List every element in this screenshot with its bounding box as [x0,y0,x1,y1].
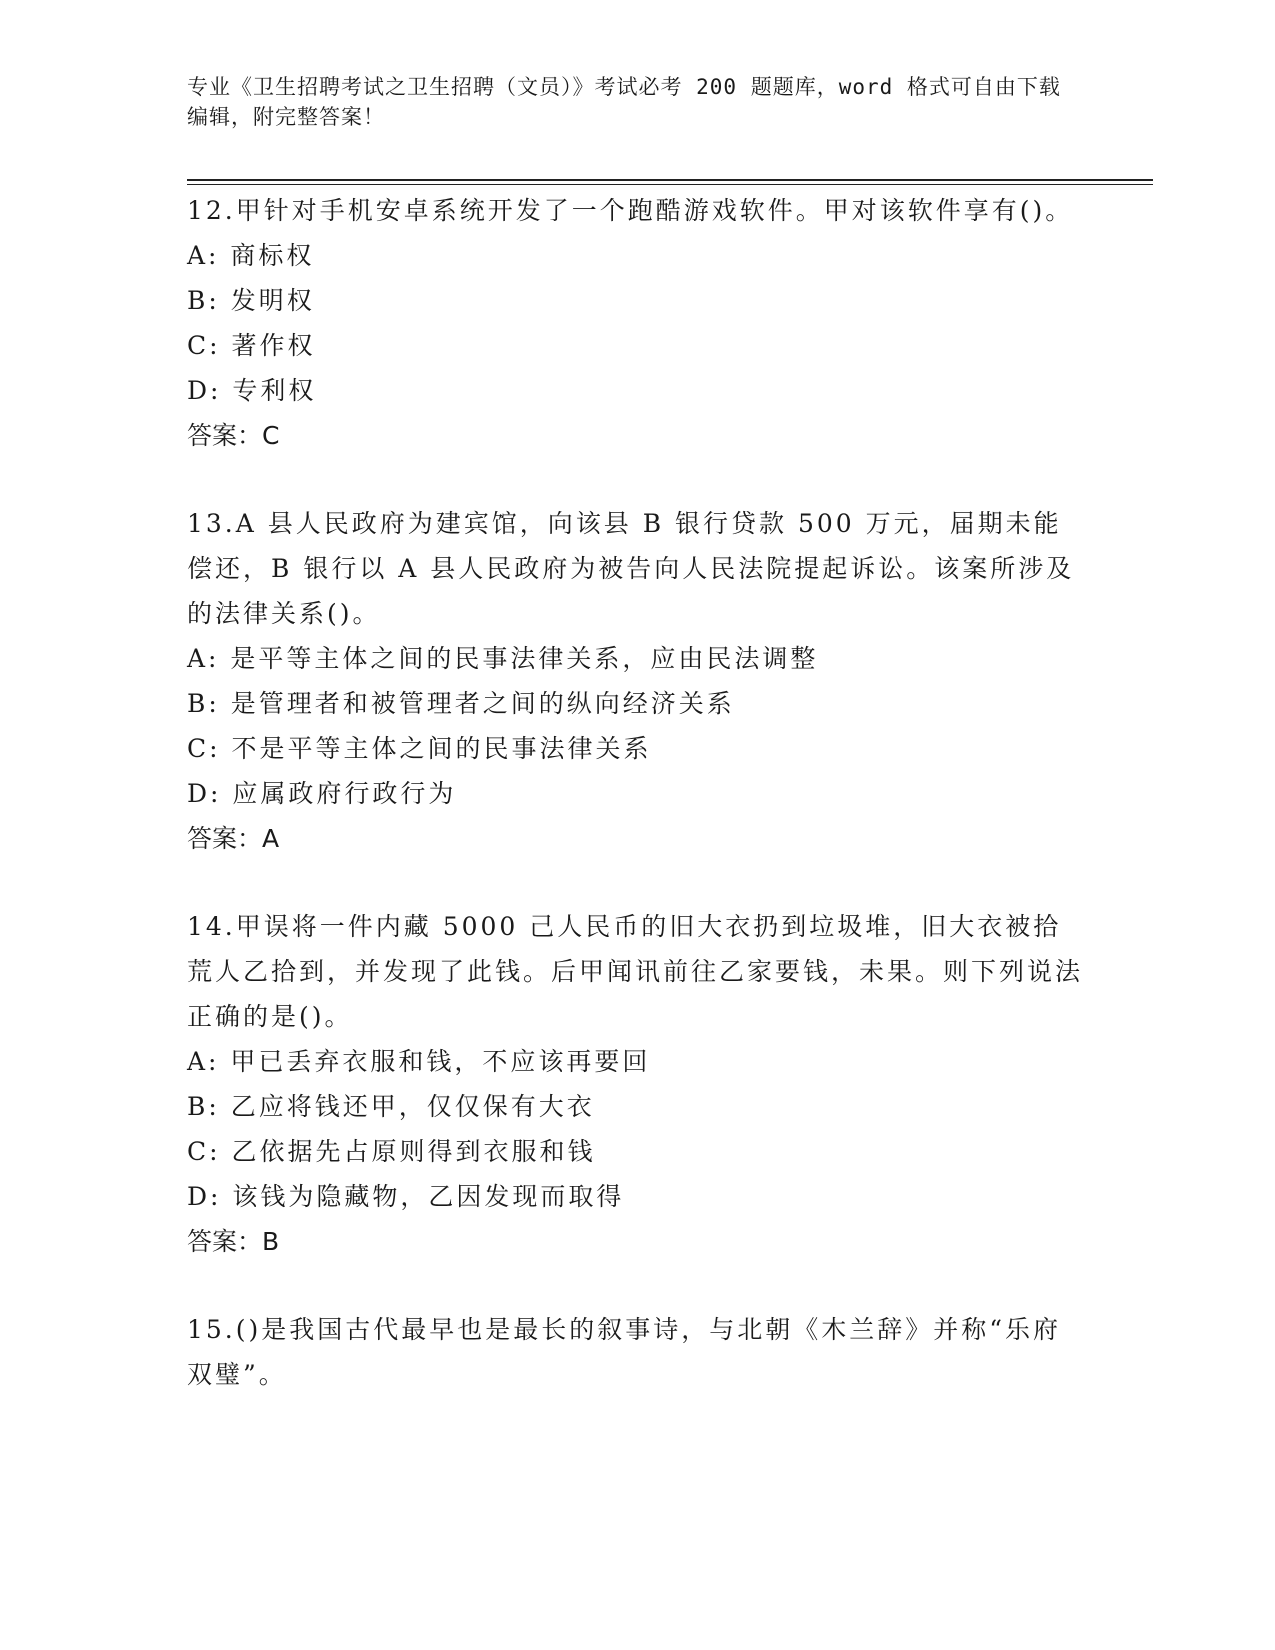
option-a: A: 商标权 [187,241,315,270]
option-c: C: 著作权 [187,331,316,360]
question-stem: 12.甲针对手机安卓系统开发了一个跑酷游戏软件。甲对该软件享有()。 [187,196,1074,225]
option-c: C: 乙依据先占原则得到衣服和钱 [187,1137,596,1166]
question-12 [187,188,1087,458]
question-stem: 13.A 县人民政府为建宾馆，向该县 B 银行贷款 500 万元，届期未能偿还，B 银行以 A 县人民政府为被告向人民法院提起诉讼。该案所涉及的法律关系()。 [187,509,1075,628]
answer-line: 答案：C [187,421,280,450]
option-a: A: 甲已丢弃衣服和钱，不应该再要回 [187,1047,651,1076]
option-b: B: 乙应将钱还甲，仅仅保有大衣 [187,1092,595,1121]
option-d: D: 该钱为隐藏物，乙因发现而取得 [187,1182,625,1211]
header-rule-thick [187,179,1153,181]
option-d: D: 应属政府行政行为 [187,779,457,808]
document-header: 专业《卫生招聘考试之卫生招聘（文员）》考试必考 200 题题库，word 格式可自由下载编辑，附完整答案！ [187,75,1061,129]
option-b: B: 发明权 [187,286,315,315]
question-15 [187,1307,1087,1397]
option-d: D: 专利权 [187,376,317,405]
answer-line: 答案：A [187,824,280,853]
option-a: A: 是平等主体之间的民事法律关系，应由民法调整 [187,644,819,673]
question-stem: 14.甲误将一件内藏 5000 己人民币的旧大衣扔到垃圾堆，旧大衣被拾荒人乙拾到，并发现了此钱。后甲闻讯前往乙家要钱，未果。则下列说法正确的是()。 [187,912,1084,1031]
question-14 [187,904,1087,1264]
question-stem: 15.()是我国古代最早也是最长的叙事诗，与北朝《木兰辞》并称“乐府双璧”。 [187,1315,1062,1389]
option-c: C: 不是平等主体之间的民事法律关系 [187,734,652,763]
option-b: B: 是管理者和被管理者之间的纵向经济关系 [187,689,735,718]
question-list [187,188,1087,1440]
question-13 [187,501,1087,861]
header-rule-thin [187,184,1153,185]
answer-line: 答案：B [187,1227,280,1256]
